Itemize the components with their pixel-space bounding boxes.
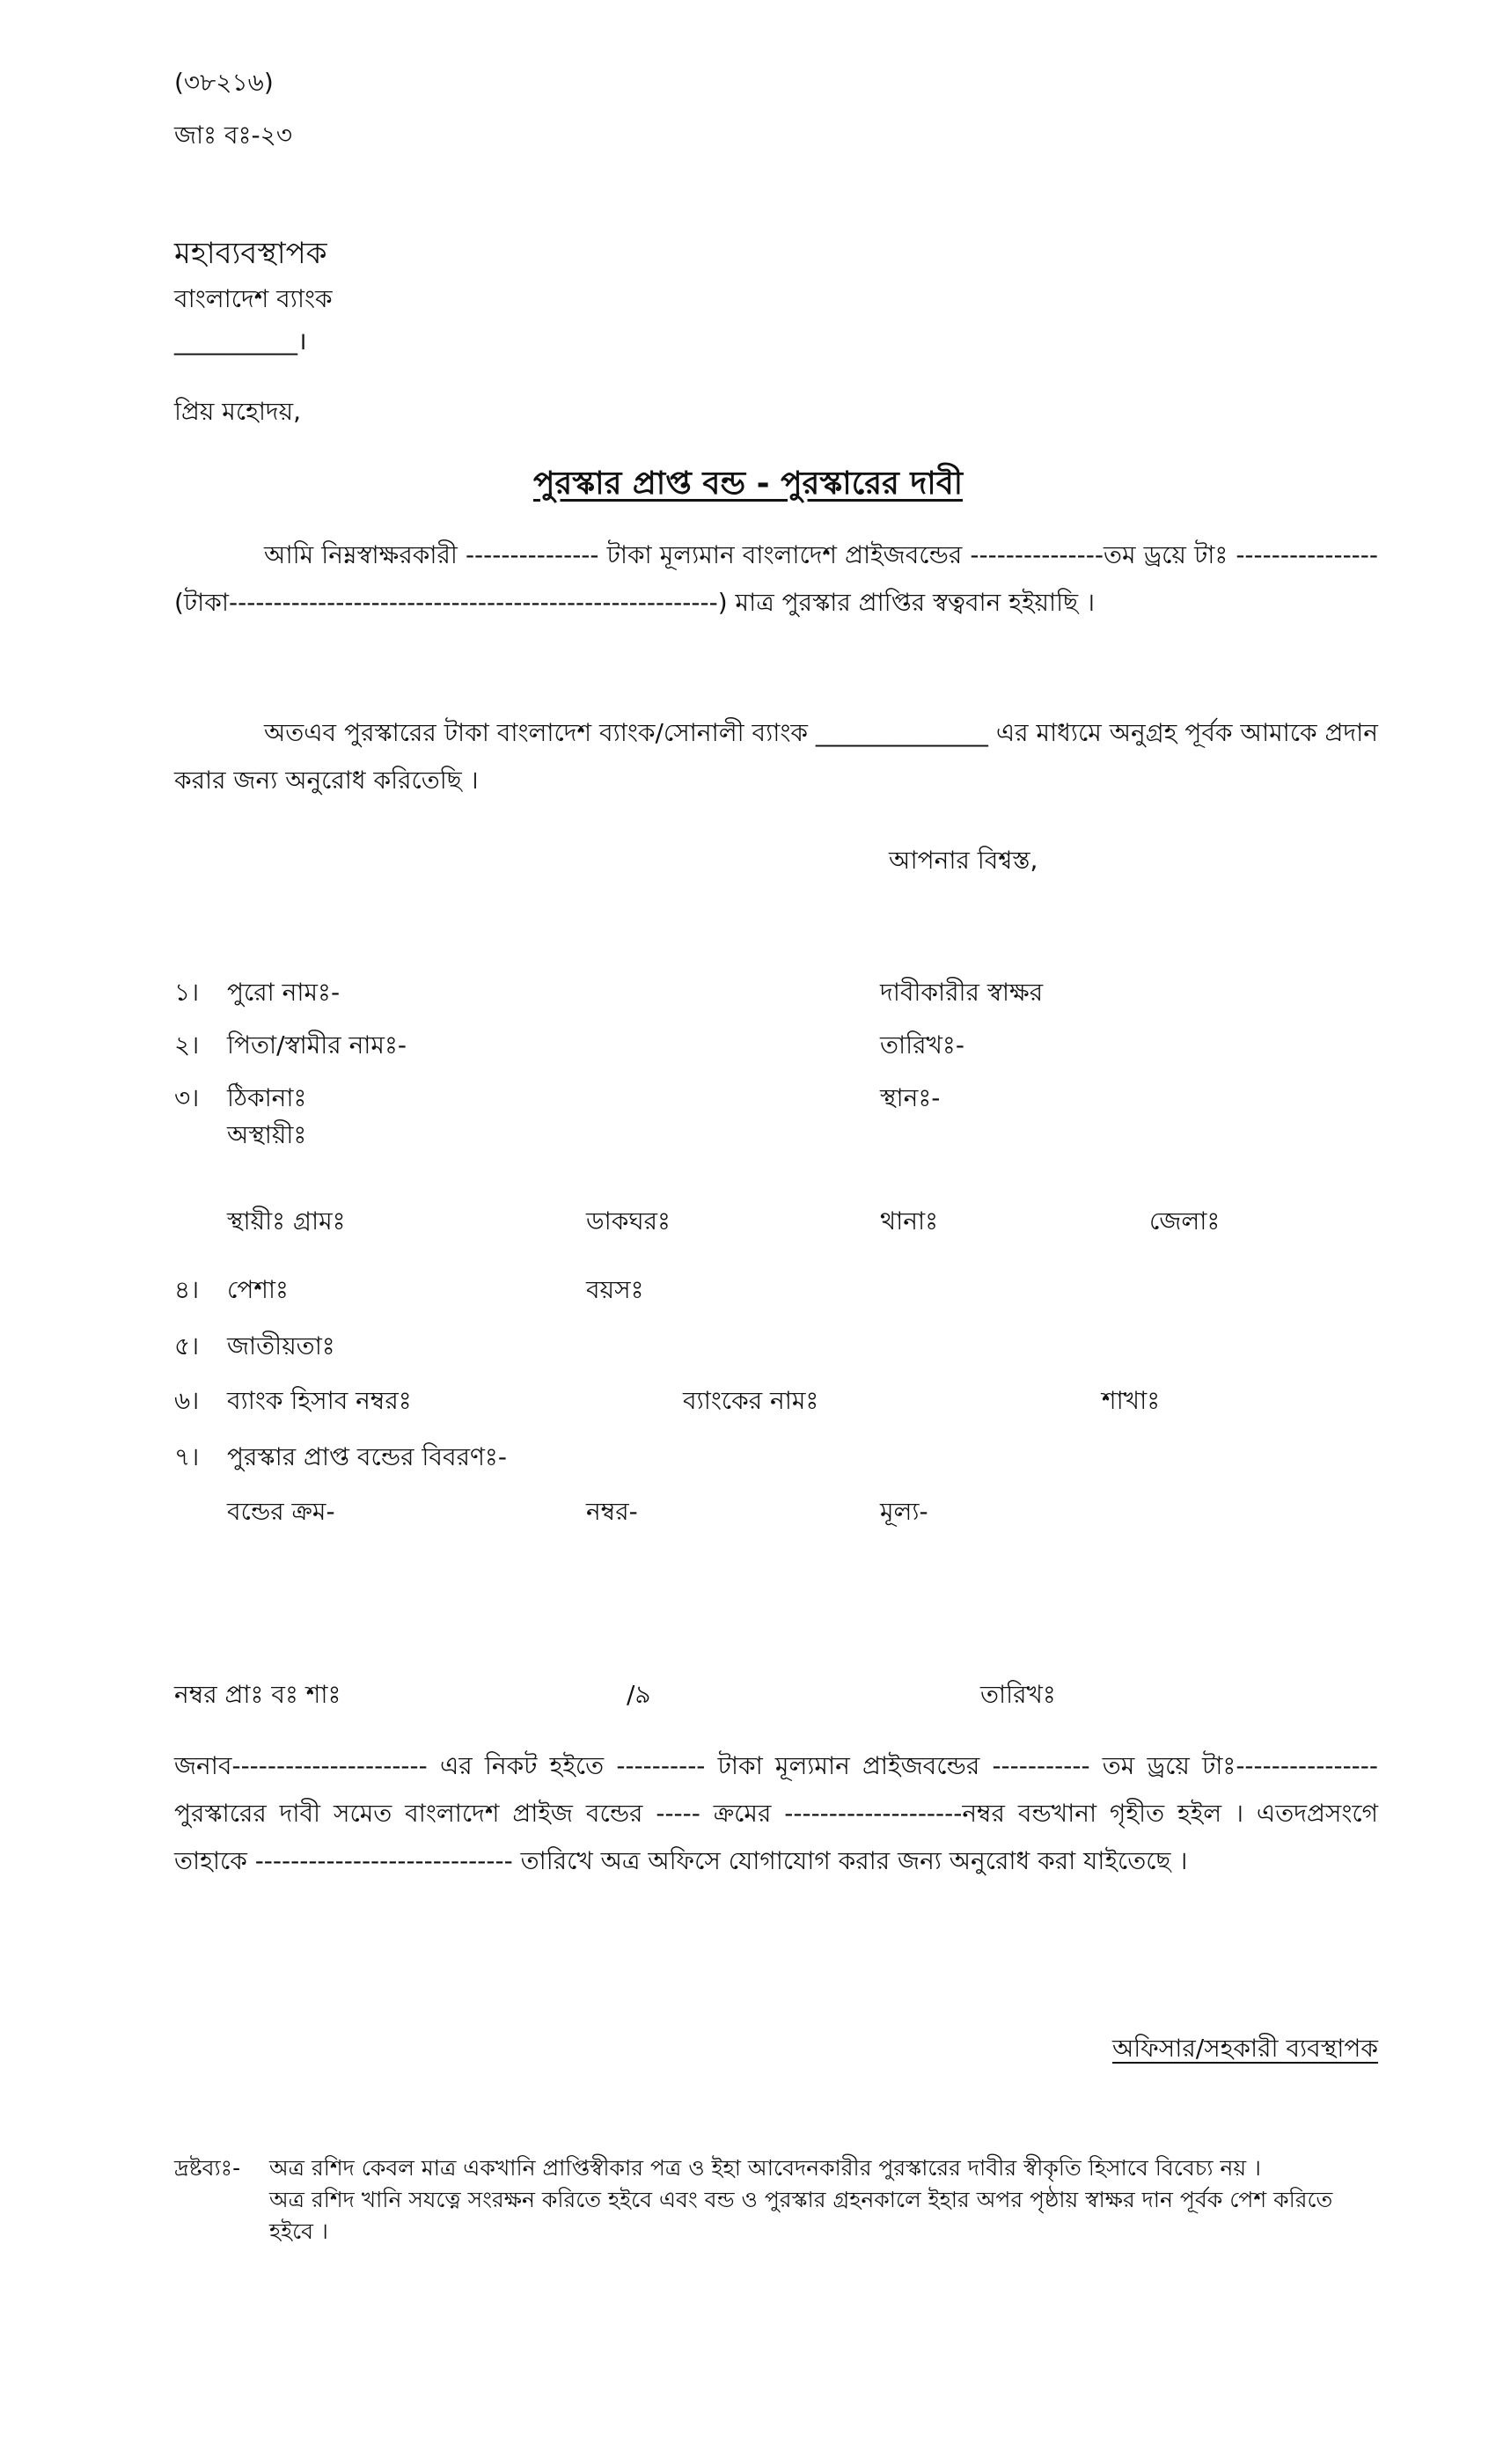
district-label: জেলাঃ [1149, 1206, 1221, 1236]
claimant-signature-label: দাবীকারীর স্বাক্ষর [880, 978, 1044, 1007]
bond-series-label: বন্ডের ক্রম- [227, 1497, 335, 1526]
permanent-village-label: স্থায়ীঃ গ্রামঃ [227, 1206, 346, 1236]
temporary-address-label: অস্থায়ীঃ [227, 1120, 307, 1149]
body-paragraph-1 [174, 532, 1378, 627]
receipt-number-suffix: /৯ [627, 1680, 651, 1709]
body-paragraph-2 [174, 709, 1378, 804]
note-label: দ্রষ্টব্যঃ- [174, 2155, 241, 2181]
place-label: স্থানঃ- [880, 1083, 941, 1112]
receipt-paragraph: জনাব---------------------- এর নিকট হইতে ---------- টাকা মূল্যমান প্রাইজবন্ডের ----------- তম ড্রয়ে টাঃ---------------- পুরস্কারের দাবী সমেত বাংলাদেশ প্রাইজ বন্ডের ----- ক্রমের --------------------নম্বর বন্ডখানা গৃহীত হইল । এতদপ্রসংগে তাহাকে ----------------------------- তারিখে অত্র অফিসে যোগাযোগ করার জন্য অনুরোধ করা যাইতেছে । [174, 1751, 1378, 1875]
nationality-label: জাতীয়তাঃ [227, 1331, 335, 1360]
full-name-label: পুরো নামঃ- [227, 978, 341, 1007]
occupation-label: পেশাঃ [227, 1275, 289, 1304]
bank-account-label: ব্যাংক হিসাব নম্বরঃ [227, 1386, 412, 1415]
closing: আপনার বিশ্বস্ত, [889, 846, 1038, 875]
date-label: তারিখঃ- [880, 1030, 964, 1060]
address-label: ঠিকানাঃ [227, 1083, 307, 1112]
bond-value-label: মূল্য- [880, 1497, 928, 1526]
police-station-label: থানাঃ [880, 1206, 939, 1236]
receipt-date-label: তারিখঃ [980, 1680, 1056, 1709]
receipt-number-label: নম্বর প্রাঃ বঃ শাঃ [174, 1680, 341, 1709]
bond-number-label: নম্বর- [586, 1497, 638, 1526]
body-paragraph-2-text: অতএব পুরস্কারের টাকা বাংলাদেশ ব্যাংক/সোনালী ব্যাংক ______________ এর মাধ্যমে অনুগ্রহ পূর্বক আমাকে প্রদান করার জন্য অনুরোধ করিতেছি । [174, 718, 1378, 795]
salutation: প্রিয় মহোদয়, [174, 397, 302, 426]
recipient-address-blank: __________। [174, 326, 307, 356]
field-number-7: ৭। [174, 1442, 200, 1471]
field-number-4: ৪। [174, 1275, 200, 1304]
reference-number: (৩৮২১৬) [174, 68, 274, 97]
form-code: জাঃ বঃ-২৩ [174, 121, 293, 150]
officer-signature-label: অফিসার/সহকারী ব্যবস্থাপক [1112, 2034, 1378, 2063]
bank-name-label: ব্যাংকের নামঃ [683, 1386, 819, 1415]
field-number-5: ৫। [174, 1331, 200, 1360]
note-line-1: অত্র রশিদ কেবল মাত্র একখানি প্রাপ্তিস্বীকার পত্র ও ইহা আবেদনকারীর পুরস্কারের দাবীর স্বীকৃতি হিসাবে বিবেচ্য নয় । [269, 2155, 1261, 2181]
branch-label: শাখাঃ [1102, 1386, 1161, 1415]
form-title-wrapper [0, 459, 1496, 512]
form-title: পুরস্কার প্রাপ্ত বন্ড - পুরস্কারের দাবী [532, 466, 964, 502]
field-number-3: ৩। [174, 1083, 200, 1112]
father-husband-name-label: পিতা/স্বামীর নামঃ- [227, 1030, 407, 1060]
note-body [269, 2152, 1378, 2248]
field-number-1: ১। [174, 978, 200, 1007]
bond-details-label: পুরস্কার প্রাপ্ত বন্ডের বিবরণঃ- [227, 1442, 507, 1471]
field-number-2: ২। [174, 1030, 200, 1060]
field-number-6: ৬। [174, 1386, 200, 1415]
recipient-designation: মহাব্যবস্থাপক [174, 236, 327, 271]
note-line-2: অত্র রশিদ খানি সযত্নে সংরক্ষন করিতে হইবে এবং বন্ড ও পুরস্কার গ্রহনকালে ইহার অপর পৃষ্ঠায় স্বাক্ষর দান পূর্বক পেশ করিতে হইবে । [269, 2187, 1333, 2244]
post-office-label: ডাকঘরঃ [586, 1206, 671, 1236]
recipient-organization: বাংলাদেশ ব্যাংক [174, 284, 333, 313]
body-paragraph-1-text: আমি নিম্নস্বাক্ষরকারী --------------- টাকা মূল্যমান বাংলাদেশ প্রাইজবন্ডের ---------------তম ড্রয়ে টাঃ ---------------- (টাকা-------------------------------------------------------) মাত্র পুরস্কার প্রাপ্তির স্বত্ববান হইয়াছি । [174, 540, 1378, 617]
age-label: বয়সঃ [586, 1275, 644, 1304]
